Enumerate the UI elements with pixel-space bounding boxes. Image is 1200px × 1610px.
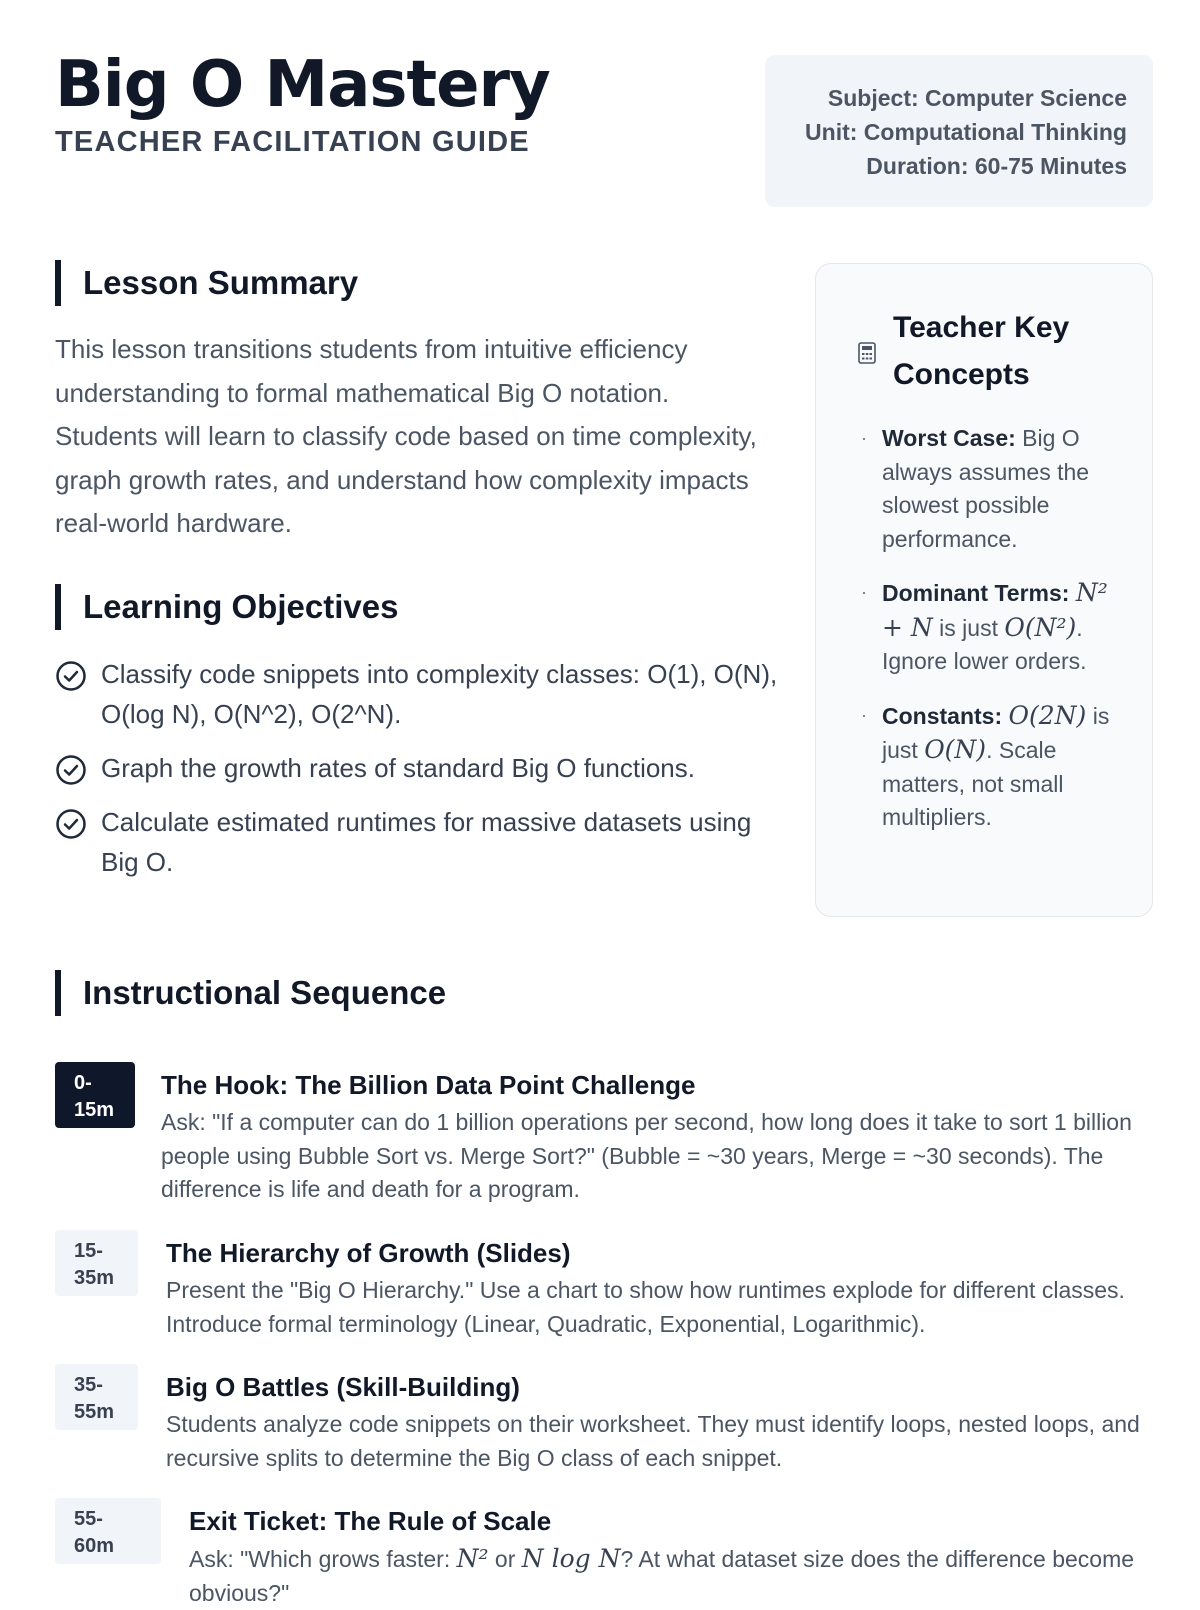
concept-text: . Ignore lower orders.: [882, 614, 1087, 674]
bullet-dot: ·: [861, 704, 867, 725]
bullet-dot: ·: [861, 582, 867, 602]
check-circle-icon: [55, 808, 87, 840]
check-circle-icon: [55, 754, 87, 786]
time-start: 35-: [74, 1374, 103, 1396]
objectives-list: [55, 654, 785, 896]
objective-text: Graph the growth rates of standard Big O functions.: [101, 753, 695, 783]
sequence-heading: Instructional Sequence: [55, 970, 446, 1016]
key-concepts-heading: Teacher Key Concepts: [893, 311, 1070, 391]
time-end: 55m: [74, 1401, 115, 1423]
page-subtitle: TEACHER FACILITATION GUIDE: [55, 126, 530, 158]
concept-math: O(N): [924, 735, 987, 764]
step-description: Present the "Big O Hierarchy." Use a chart to show how runtimes explode for different classes. Introduce formal terminology (Linear, Quadratic, Exponential, Logarithmic).: [166, 1277, 1125, 1337]
step-text: Ask: "Which grows faster:: [189, 1546, 451, 1572]
key-concepts-card: [815, 263, 1153, 917]
time-end: 35m: [74, 1267, 115, 1289]
bullet-dot: ·: [861, 428, 867, 448]
step-description: Ask: "If a computer can do 1 billion operations per second, how long does it take to sort 1 billion people using Bubble Sort vs. Merge Sort?" (Bubble = ~30 years, Merge = ~30 seconds). The difference is life and death for a program.: [161, 1109, 1132, 1202]
time-badge: [55, 1062, 135, 1128]
step-text: or: [494, 1546, 516, 1572]
concept-math: O(N²): [1004, 612, 1077, 642]
concept-text: is just: [939, 614, 998, 641]
objectives-heading: Learning Objectives: [55, 584, 398, 630]
step-title: Exit Ticket: The Rule of Scale: [189, 1506, 552, 1536]
time-badge: [55, 1230, 138, 1296]
page-title: Big O Mastery: [55, 48, 550, 122]
time-start: 55-: [74, 1508, 103, 1530]
time-badge: [55, 1364, 138, 1430]
objective-text: Classify code snippets into complexity classes: O(1), O(N), O(log N), O(N^2), O(2^N).: [101, 659, 778, 729]
concept-text: Big O always assumes the slowest possible performance.: [882, 425, 1090, 552]
time-badge: [55, 1498, 161, 1564]
step-title: Big O Battles (Skill-Building): [166, 1372, 520, 1402]
summary-text: This lesson transitions students from intuitive efficiency understanding to formal mathematical Big O notation. Students will learn to classify code based on time complexity, graph growth rates, and understand how complexity impacts real-world hardware.: [55, 334, 757, 538]
time-end: 15m: [74, 1099, 115, 1121]
step-title: The Hierarchy of Growth (Slides): [166, 1238, 571, 1268]
key-concepts-list: [856, 422, 1118, 855]
objective-text: Calculate estimated runtimes for massive datasets using Big O.: [101, 807, 752, 877]
concept-text: . Scale matters, not small multipliers.: [882, 737, 1064, 830]
objective-item: [55, 802, 785, 882]
check-circle-icon: [55, 660, 87, 692]
time-start: 0-: [74, 1072, 92, 1094]
concept-item: [856, 422, 1118, 556]
time-start: 15-: [74, 1240, 103, 1262]
summary-heading: Lesson Summary: [55, 260, 358, 306]
concept-math: N² + N: [882, 578, 1108, 642]
concept-math: O(2N): [1008, 700, 1087, 730]
step-text: ? At what dataset size does the difference become obvious?": [189, 1546, 1135, 1606]
step-math: N log N: [521, 1544, 621, 1573]
step-title: The Hook: The Billion Data Point Challenge: [161, 1070, 696, 1100]
concept-label: Worst Case:: [882, 425, 1016, 451]
time-end: 60m: [74, 1535, 115, 1557]
objective-item: [55, 654, 785, 734]
concept-item: [856, 576, 1118, 679]
meta-duration: Duration: 60-75 Minutes: [866, 153, 1127, 179]
meta-subject: Subject: Computer Science: [827, 85, 1127, 111]
concept-text: is just: [882, 702, 1110, 763]
lesson-meta-box: [765, 55, 1153, 207]
concept-item: [856, 699, 1118, 835]
objective-item: [55, 748, 785, 788]
concept-label: Constants:: [882, 702, 1003, 729]
step-math: N²: [456, 1544, 489, 1573]
step-description: Students analyze code snippets on their worksheet. They must identify loops, nested loops, and recursive splits to determine the Big O class of each snippet.: [166, 1411, 1140, 1471]
concept-label: Dominant Terms:: [882, 580, 1070, 606]
meta-unit: Unit: Computational Thinking: [805, 119, 1127, 145]
calculator-icon: [858, 342, 876, 364]
